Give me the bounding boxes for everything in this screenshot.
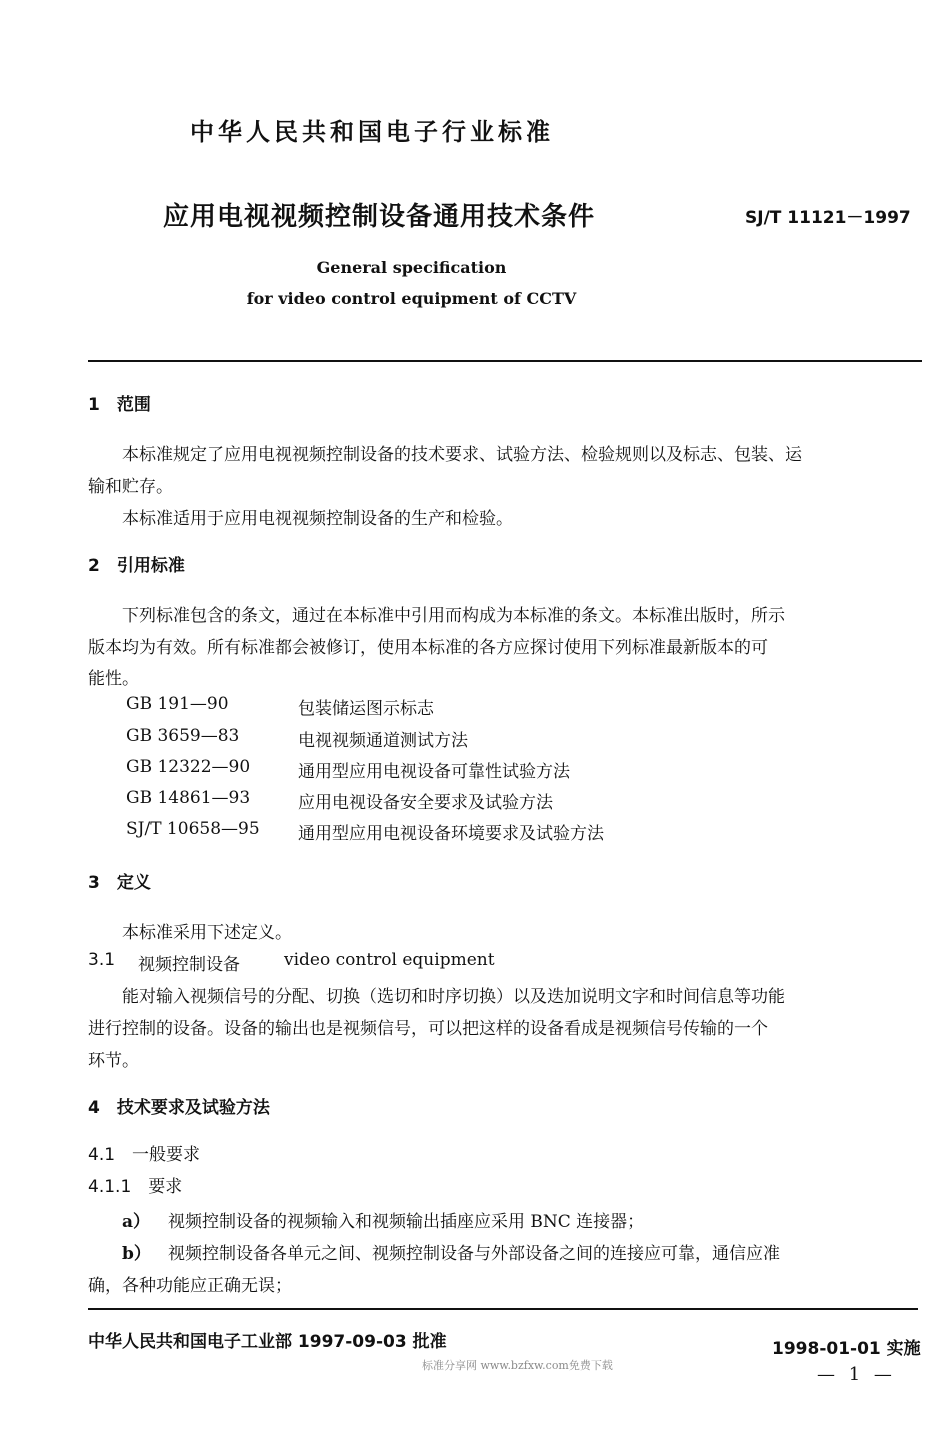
subsection-3-1-english-term: video control equipment xyxy=(284,950,495,970)
reference-code: GB 12322—90 xyxy=(126,757,251,777)
english-title-line-2: for video control equipment of CCTV xyxy=(246,289,577,308)
section-2-paragraph-line-1: 下列标准包含的条文，通过在本标准中引用而构成为本标准的条文。本标准出版时，所示 xyxy=(122,606,785,626)
item-b-text-line-1: 视频控制设备各单元之间、视频控制设备与外部设备之间的连接应可靠，通信应准 xyxy=(168,1244,780,1264)
subsection-3-1-number: 3.1 xyxy=(88,950,116,970)
section-1-paragraph-1-line-2: 输和贮存。 xyxy=(88,477,173,497)
reference-code: GB 14861—93 xyxy=(126,788,251,808)
document-title: 应用电视视频控制设备通用技术条件 xyxy=(163,202,596,232)
section-1-heading: 1 范围 xyxy=(88,395,151,415)
section-1-paragraph-2: 本标准适用于应用电视视频控制设备的生产和检验。 xyxy=(122,509,513,529)
reference-title: 通用型应用电视设备可靠性试验方法 xyxy=(298,762,570,782)
standard-number: SJ/T 11121－1997 xyxy=(745,208,911,228)
section-1-paragraph-1-line-1: 本标准规定了应用电视视频控制设备的技术要求、试验方法、检验规则以及标志、包装、运 xyxy=(122,445,802,465)
item-b-label: b） xyxy=(122,1244,151,1264)
item-b-text-line-2: 确，各种功能应正确无误； xyxy=(88,1276,292,1296)
subsection-4-1-heading: 4.1 一般要求 xyxy=(88,1145,201,1165)
section-2-paragraph-line-2: 版本均为有效。所有标准都会被修订，使用本标准的各方应探讨使用下列标准最新版本的可 xyxy=(88,638,768,658)
section-2-heading: 2 引用标准 xyxy=(88,556,185,576)
reference-title: 通用型应用电视设备环境要求及试验方法 xyxy=(298,824,604,844)
subsection-3-1-definition-line-2: 进行控制的设备。设备的输出也是视频信号，可以把这样的设备看成是视频信号传输的一个 xyxy=(88,1019,768,1039)
section-3-intro: 本标准采用下述定义。 xyxy=(122,923,292,943)
reference-title: 电视视频通道测试方法 xyxy=(298,731,468,751)
implementation-date: 1998-01-01 实施 xyxy=(772,1339,921,1359)
subsection-4-1-1-heading: 4.1.1 要求 xyxy=(88,1177,183,1197)
subsection-3-1-definition-line-3: 环节。 xyxy=(88,1051,139,1071)
reference-code: GB 3659—83 xyxy=(126,726,240,746)
subsection-3-1-definition-line-1: 能对输入视频信号的分配、切换（选切和时序切换）以及迭加说明文字和时间信息等功能 xyxy=(122,987,785,1007)
item-a-label: a） xyxy=(122,1212,151,1232)
section-4-heading: 4 技术要求及试验方法 xyxy=(88,1098,270,1118)
subsection-3-1-term: 视频控制设备 xyxy=(138,955,240,975)
approval-statement: 中华人民共和国电子工业部 1997-09-03 批准 xyxy=(88,1332,447,1352)
section-3-heading: 3 定义 xyxy=(88,873,151,893)
english-title-line-1: General specification xyxy=(316,258,507,277)
standard-authority-header: 中华人民共和国电子行业标准 xyxy=(190,118,554,146)
page-number: — 1 — xyxy=(817,1364,896,1385)
watermark-text: 标准分享网 www.bzfxw.com免费下载 xyxy=(422,1359,613,1372)
reference-code: GB 191—90 xyxy=(126,694,229,714)
footer-divider xyxy=(88,1308,918,1310)
reference-code: SJ/T 10658—95 xyxy=(126,819,260,839)
item-a-text: 视频控制设备的视频输入和视频输出插座应采用 BNC 连接器； xyxy=(168,1212,645,1232)
section-2-paragraph-line-3: 能性。 xyxy=(88,669,139,689)
header-divider xyxy=(88,360,922,362)
reference-title: 应用电视设备安全要求及试验方法 xyxy=(298,793,553,813)
reference-title: 包装储运图示标志 xyxy=(298,699,434,719)
